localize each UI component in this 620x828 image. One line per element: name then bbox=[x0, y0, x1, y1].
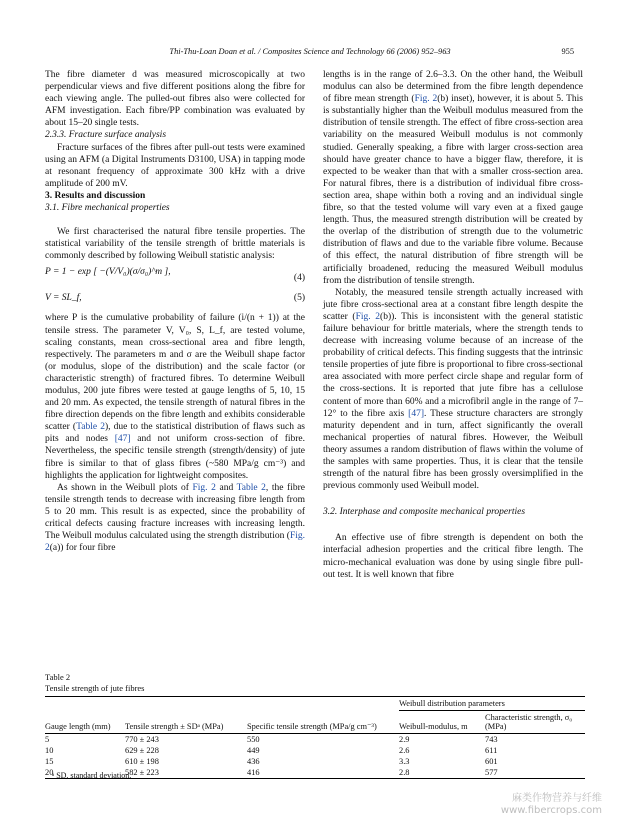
col-header-gauge-length: Gauge length (mm) bbox=[45, 722, 111, 731]
table-row bbox=[45, 734, 585, 746]
cell-characteristic: 577 bbox=[485, 768, 498, 777]
paragraph-strength-cross-section: Notably, the measured tensile strength actually increased with jute fibre cross-sectional area at a constant fibre length despite the scatter (Fig. 2(b)). This is inconsistent with the general statistic failure behaviour for brittle materials, where the strength tends to decrease with increasing volume because of an increase of the probability of critical defects. This finding suggests that the intrinsic tensile properties of jute fibre is proportional to fibre cross-sectional area associated with more perfect circle shape and regular form of the cross-sections. It is reported that jute fibre has a cellulose content of more than 60% and a microfibril angle in the range of 7–12° to the fibre axis [47]. These structure characters are strongly maturity dependent and in turn, affect significantly the overall mechanical properties of natural fibres. However, the Weibull theory assumes a random distribution of flaws within the volume of the samples with same properties. Thus, it is clear that the tensile strength of the natural fibre has been grossly oversimplified in the previous commonly used Weibull model. bbox=[323, 287, 583, 492]
equation-4-body: P = 1 − exp [ −(V/V₀)(σ/σ₀)^m ], bbox=[45, 267, 171, 278]
table-label: Table 2 bbox=[45, 672, 71, 682]
table-caption: Tensile strength of jute fibres bbox=[45, 683, 145, 693]
fig-2-link[interactable]: Fig. 2 bbox=[355, 311, 381, 322]
cell-strength: 629 ± 228 bbox=[125, 746, 159, 755]
col-header-weibull-group: Weibull distribution parameters bbox=[399, 697, 585, 711]
cell-gauge: 5 bbox=[45, 735, 50, 744]
cell-gauge: 15 bbox=[45, 757, 54, 766]
cell-specific: 550 bbox=[247, 735, 260, 744]
equation-5-number: (5) bbox=[293, 293, 305, 304]
cell-specific: 436 bbox=[247, 757, 260, 766]
cell-characteristic: 611 bbox=[485, 746, 498, 755]
fig-2-link[interactable]: Fig. 2 bbox=[192, 482, 216, 493]
cell-modulus: 2.6 bbox=[399, 746, 410, 755]
col-header-characteristic-strength: Characteristic strength, σ₀ (MPa) bbox=[485, 713, 573, 731]
watermark bbox=[501, 793, 602, 817]
col-header-specific-strength: Specific tensile strength (MPa/g cm⁻³) bbox=[247, 722, 377, 731]
cell-gauge: 10 bbox=[45, 746, 54, 755]
page-number: 955 bbox=[561, 47, 574, 56]
cell-strength: 582 ± 223 bbox=[125, 768, 159, 777]
heading-3-1: 3.1. Fibre mechanical properties bbox=[45, 203, 170, 214]
right-column bbox=[323, 69, 583, 581]
equation-5 bbox=[45, 292, 305, 306]
table-footnote: ᵃ SD, standard deviation. bbox=[52, 771, 132, 780]
running-header bbox=[0, 47, 620, 61]
equation-4 bbox=[45, 266, 305, 290]
table-caption-block bbox=[45, 672, 145, 694]
cell-gauge: 20 bbox=[45, 768, 54, 777]
fig-2-link[interactable]: Fig. 2 bbox=[45, 531, 305, 554]
table-2-link[interactable]: Table 2 bbox=[76, 422, 105, 433]
heading-section-3: 3. Results and discussion bbox=[45, 190, 146, 201]
paragraph-weibull-parameters: where P is the cumulative probability of failure (i/(n + 1)) at the tensile stress. The parameter V, V₀, S, L_f, are tested volume, scaling constants, mean cross-sectional area and fibre length, respectively. The parameters m and σ are the Weibull shape factor (or modulus, slope of the distribution) and the scale factor (or characteristic strength) of fractured fibres. To determine Weibull modulus, 200 jute fibres were tested at gauge lengths of 5, 10, 15 and 20 mm. As expected, the tensile strength of natural fibres in the fibre direction depends on the fibre length and exhibits considerable scatter (Table 2), due to the statistical distribution of flaws such as pits and nodes [47] and not uniform cross-section of fibre. Nevertheless, the specific tensile strength (strength/density) of jute fibre is similar to that of glass fibres (~580 MPa/g cm⁻³) and highlights the application for lightweight composites. bbox=[45, 313, 306, 481]
tensile-strength-table bbox=[45, 696, 585, 779]
cell-characteristic: 743 bbox=[485, 735, 498, 744]
paragraph-weibull-plots: As shown in the Weibull plots of Fig. 2 and Table 2, the fibre tensile strength tends to decrease with increasing fibre length from 5 to 20 mm. This result is as expected, since the probability of critical defects causing fracture increases with increasing length. The Weibull modulus calculated using the strength distribution (Fig. 2(a)) for four fibre bbox=[45, 482, 305, 554]
cell-modulus: 2.8 bbox=[399, 768, 410, 777]
reference-47-link[interactable]: [47] bbox=[408, 408, 424, 419]
fig-2-link[interactable]: Fig. 2 bbox=[414, 94, 438, 105]
cell-specific: 416 bbox=[247, 768, 260, 777]
paragraph-fracture-surface: Fracture surfaces of the fibres after pull-out tests were examined using an AFM (a Digital Instruments D3100, USA) in tapping mode at resonant frequency of approximate 300 kHz with a drive amplitude of 200 mV. bbox=[45, 142, 305, 189]
reference-47-link[interactable]: [47] bbox=[114, 434, 131, 445]
cell-modulus: 2.9 bbox=[399, 735, 410, 744]
col-header-weibull-modulus: Weibull-modulus, m bbox=[399, 722, 468, 731]
cell-strength: 770 ± 243 bbox=[125, 735, 159, 744]
table-row bbox=[45, 756, 585, 767]
table-2-link[interactable]: Table 2 bbox=[236, 482, 266, 493]
cell-characteristic: 601 bbox=[485, 757, 498, 766]
paragraph-weibull-modulus-range: lengths is in the range of 2.6–3.3. On the other hand, the Weibull modulus can also be determined from the fibre length dependence of fibre mean strength (Fig. 2(b) inset), however, it is about 5. This is substantially higher than the Weibull modulus measured from the distribution of tensile strength. The effect of fibre cross-section area variability on the measured Weibull modulus is not commonly studied. Generally speaking, a fibre with larger cross-section area should have greater chance to have a bigger flaw, therefore, it is expected to be weaker than that with a smaller cross-section area. For natural fibres, there is a distribution of individual fibre cross-section area, shape within both a roving and an individual single fibre, so that the tested volume will vary even at a fixed gauge length. Thus, the measured strength distribution will be created by the overlap of the distribution of strength due to the volumetric distribution of flaws and due to the variable fibre volume. Because of this effect, the natural distribution of fibre strength will be artificially broadened, reducing the measured Weibull modulus from the distribution of tensile strength. bbox=[323, 70, 583, 286]
watermark-url: www.fibercrops.com bbox=[500, 805, 602, 816]
paragraph-weibull-intro: We first characterised the natural fibre tensile properties. The statistical variability of the tensile strength of brittle materials is commonly described by following Weibull statistic analysis: bbox=[45, 227, 305, 262]
heading-3-2: 3.2. Interphase and composite mechanical properties bbox=[323, 507, 526, 518]
cell-specific: 449 bbox=[247, 746, 260, 755]
left-column bbox=[45, 69, 305, 554]
table-row bbox=[45, 745, 585, 756]
paragraph-fibre-diameter: The fibre diameter d was measured microscopically at two perpendicular views and five different positions along the fibre for each viewing angle. The pulled-out fibres also were collected for AFM investigation. Each fibre/PP combination was evaluated by about 15–20 single tests. bbox=[45, 70, 305, 129]
journal-citation: Thi-Thu-Loan Doan et al. / Composites Science and Technology 66 (2006) 952–963 bbox=[169, 47, 451, 56]
col-header-tensile-strength: Tensile strength ± SDᵃ (MPa) bbox=[125, 722, 224, 731]
watermark-cn: 麻类作物营养与纤维 bbox=[512, 793, 602, 804]
equation-5-body: V = SL_f, bbox=[45, 293, 82, 304]
paragraph-interphase: An effective use of fibre strength is dependent on both the interfacial adhesion properties and the critical fibre length. The micro-mechanical evaluation was done by using single fibre pull-out test. It is well known that fibre bbox=[323, 533, 583, 580]
equation-4-number: (4) bbox=[293, 273, 305, 284]
cell-modulus: 3.3 bbox=[399, 757, 410, 766]
cell-strength: 610 ± 198 bbox=[125, 757, 159, 766]
heading-2-3-3: 2.3.3. Fracture surface analysis bbox=[45, 130, 167, 141]
